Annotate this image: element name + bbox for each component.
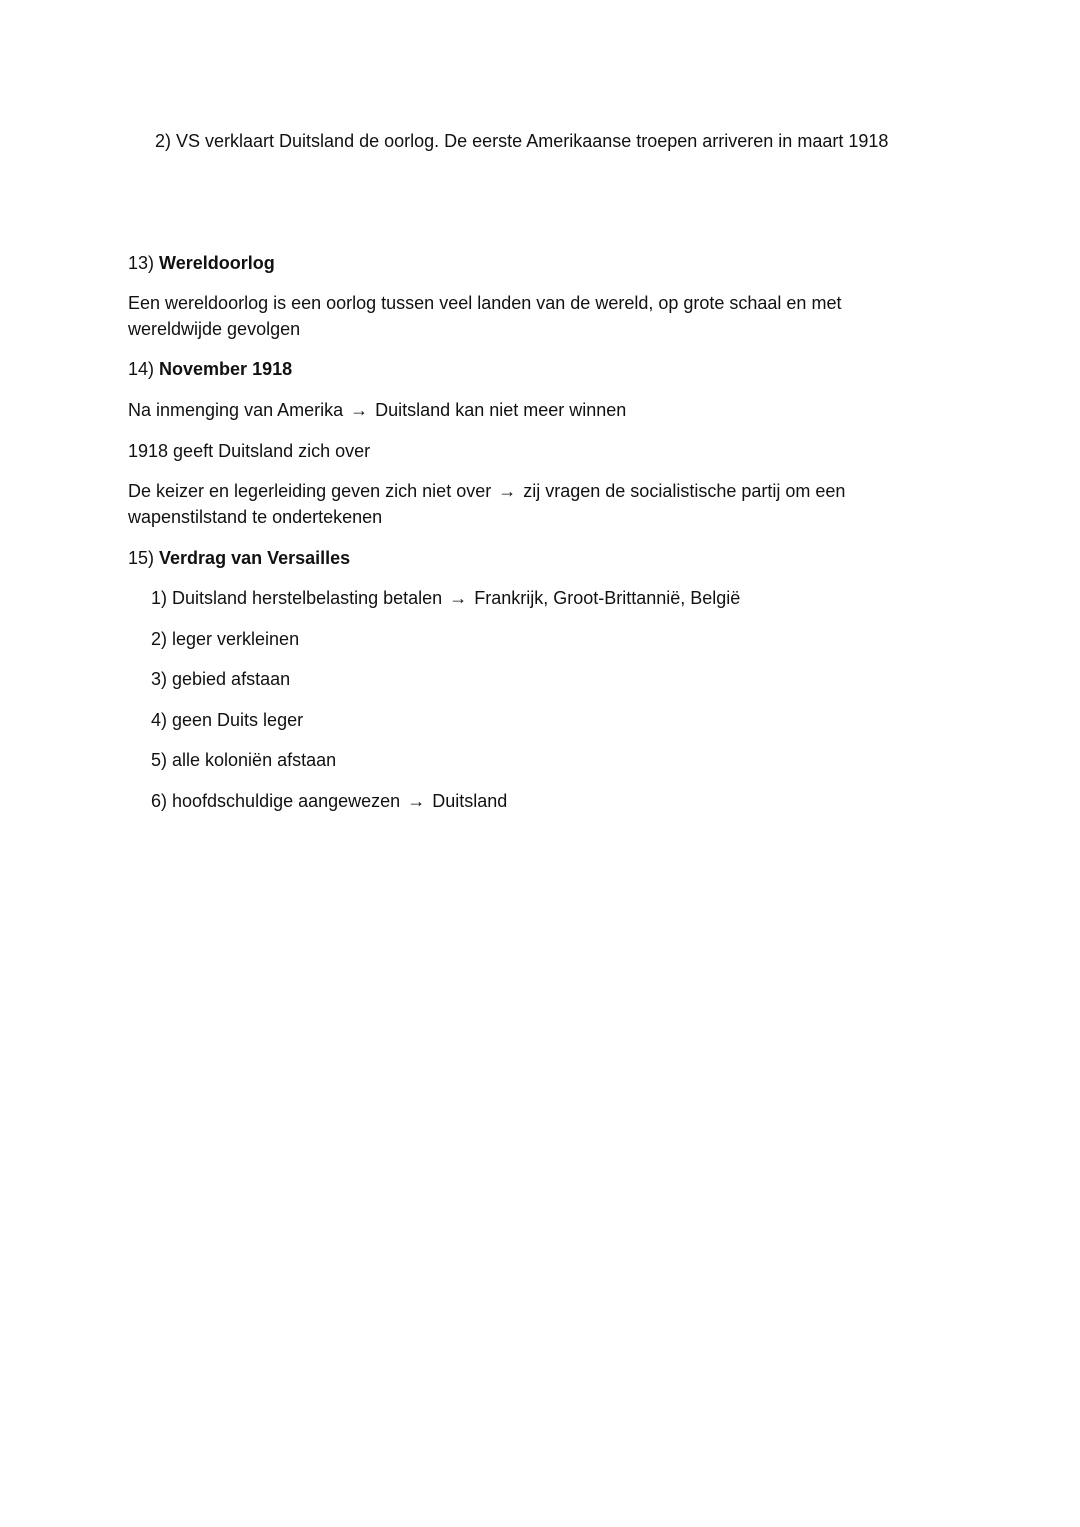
list-item-text: 6) hoofdschuldige aangewezen <box>151 791 401 811</box>
section-15-heading <box>128 545 350 571</box>
list-item <box>151 585 740 611</box>
section-13-title: Wereldoorlog <box>159 253 275 273</box>
list-item <box>151 707 303 733</box>
list-item-text: 1) Duitsland herstelbelasting betalen <box>151 588 443 608</box>
section-14-p3-after: zij vragen de socialistische partij om een wapenstilstand te ondertekenen <box>128 481 846 527</box>
section-13-body-text: Een wereldoorlog is een oorlog tussen veel landen van de wereld, op grote schaal en met wereldwijde gevolgen <box>128 293 842 339</box>
section-14-p1-before: Na inmenging van Amerika <box>128 400 344 420</box>
section-13-heading <box>128 250 275 276</box>
list-item-text: 4) geen Duits leger <box>151 710 304 730</box>
section-14-p2-text: 1918 geeft Duitsland zich over <box>128 441 371 461</box>
section-14-title: November 1918 <box>159 359 293 379</box>
section-15-number: 15) <box>128 548 155 568</box>
intro-list-item-text: 2) VS verklaart Duitsland de oorlog. De eerste Amerikaanse troepen arriveren in maart 1918 <box>155 131 889 151</box>
section-14-paragraph-2 <box>128 438 370 464</box>
section-14-paragraph-3 <box>128 478 858 530</box>
arrow-right-icon: → <box>407 791 426 811</box>
section-14-p1-after: Duitsland kan niet meer winnen <box>375 400 627 420</box>
arrow-right-icon: → <box>350 400 369 420</box>
arrow-right-icon: → <box>498 481 517 501</box>
list-item-text: 3) gebied afstaan <box>151 669 291 689</box>
section-13-number: 13) <box>128 253 155 273</box>
list-item <box>151 747 336 773</box>
intro-list-item <box>155 128 888 154</box>
section-14-p3-before: De keizer en legerleiding geven zich niet over <box>128 481 492 501</box>
section-14-paragraph-1 <box>128 397 626 423</box>
list-item <box>151 626 299 652</box>
list-item <box>151 666 290 692</box>
list-item-result: Duitsland <box>432 791 508 811</box>
section-14-number: 14) <box>128 359 155 379</box>
arrow-right-icon: → <box>449 588 468 608</box>
section-13-body <box>128 290 868 342</box>
section-14-heading <box>128 356 292 382</box>
section-15-title: Verdrag van Versailles <box>159 548 351 568</box>
list-item-result: Frankrijk, Groot-Brittannië, België <box>474 588 741 608</box>
list-item-text: 2) leger verkleinen <box>151 629 300 649</box>
list-item-text: 5) alle koloniën afstaan <box>151 750 337 770</box>
list-item <box>151 788 507 814</box>
